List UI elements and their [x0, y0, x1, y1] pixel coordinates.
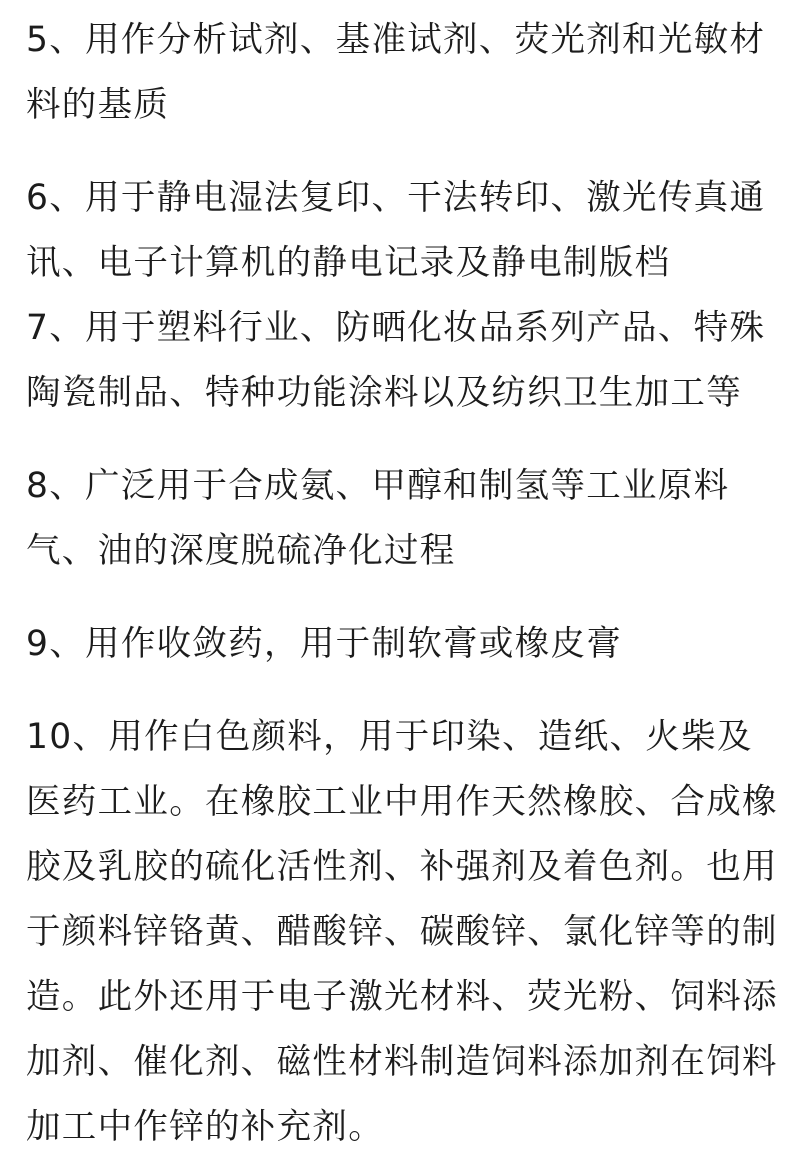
list-item-8: 8、广泛用于合成氨、甲醇和制氢等工业原料气、油的深度脱硫净化过程 [26, 466, 730, 571]
list-item-7: 7、用于塑料行业、防晒化妆品系列产品、特殊陶瓷制品、特种功能涂料以及纺织卫生加工等 [26, 308, 766, 413]
list-item-9: 9、用作收敛药，用于制软膏或橡皮膏 [26, 624, 623, 664]
list-item-5: 5、用作分析试剂、基准试剂、荧光剂和光敏材料的基质 [26, 20, 766, 125]
list-item-10: 10、用作白色颜料，用于印染、造纸、火柴及医药工业。在橡胶工业中用作天然橡胶、合成橡胶及乳胶的硫化活性剂、补强剂及着色剂。也用于颜料锌铬黄、醋酸锌、碳酸锌、氯化锌等的制造。此外还用于电子激光材料、荧光粉、饲料添加剂、催化剂、磁性材料制造饲料添加剂在饲料加工中作锌的补充剂。 [26, 717, 778, 1147]
list-item-6: 6、用于静电湿法复印、干法转印、激光传真通讯、电子计算机的静电记录及静电制版档 [26, 178, 766, 283]
document-body [26, 8, 778, 1160]
